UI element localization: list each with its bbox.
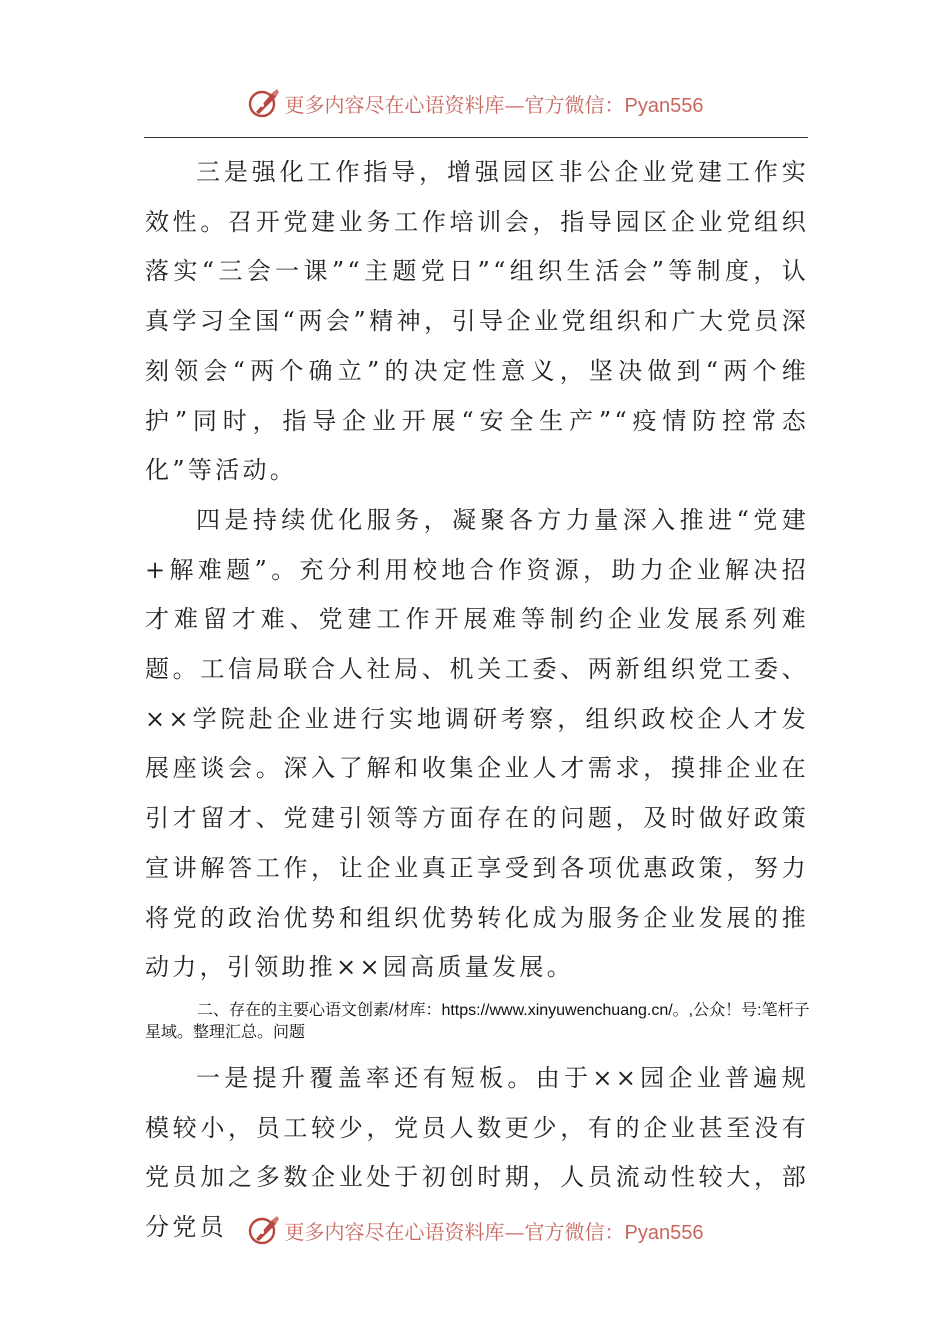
pen-nib-circle-logo-icon (247, 86, 281, 120)
paragraph-coverage: 一是提升覆盖率还有短板。由于××园企业普遍规模较小，员工较少，党员人数更少，有的企业甚至没有党员加之多数企业处于初创时期，人员流动性较大，部分党员 (145, 1063, 809, 1242)
document-body (145, 148, 809, 1253)
watermark-text: 更多内容尽在心语资料库—官方微信：Pyan556 (284, 92, 704, 117)
paragraph-service: 四是持续优化服务，凝聚各方力量深入推进“党建+解难题”。充分利用校地合作资源，助力企业解决招才难留才难、党建工作开展难等制约企业发展系列难题。工信局联合人社局、机关工委、两新组织党工委、××学院赴企业进行实地调研考察，组织政校企人才发展座谈会。深入了解和收集企业人才需求，摸排企业在引才留才、党建引领等方面存在的问题，及时做好政策宣讲解答工作，让企业真正享受到各项优惠政策，努力将党的政治优势和组织优势转化成为服务企业发展的推动力，引领助推××园高质量发展。 (145, 505, 809, 982)
header-divider (144, 137, 808, 138)
section-heading-problems: 二、存在的主要心语文创素/材库：https://www.xinyuwenchuang.cn/。,公众！号:笔杆子星域。整理汇总。问题 (145, 1001, 810, 1041)
header-watermark (0, 83, 950, 123)
pen-nib-circle-logo-icon (247, 1213, 281, 1247)
paragraph-guidance: 三是强化工作指导，增强园区非公企业党建工作实效性。召开党建业务工作培训会，指导园区企业党组织落实“三会一课”“主题党日”“组织生活会”等制度，认真学习全国“两会”精神，引导企业党组织和广大党员深刻领会“两个确立”的决定性意义，坚决做到“两个维护”同时，指导企业开展“安全生产”“疫情防控常态化”等活动。 (145, 158, 809, 485)
watermark-text: 更多内容尽在心语资料库—官方微信：Pyan556 (284, 1219, 704, 1244)
footer-watermark (0, 1210, 950, 1250)
